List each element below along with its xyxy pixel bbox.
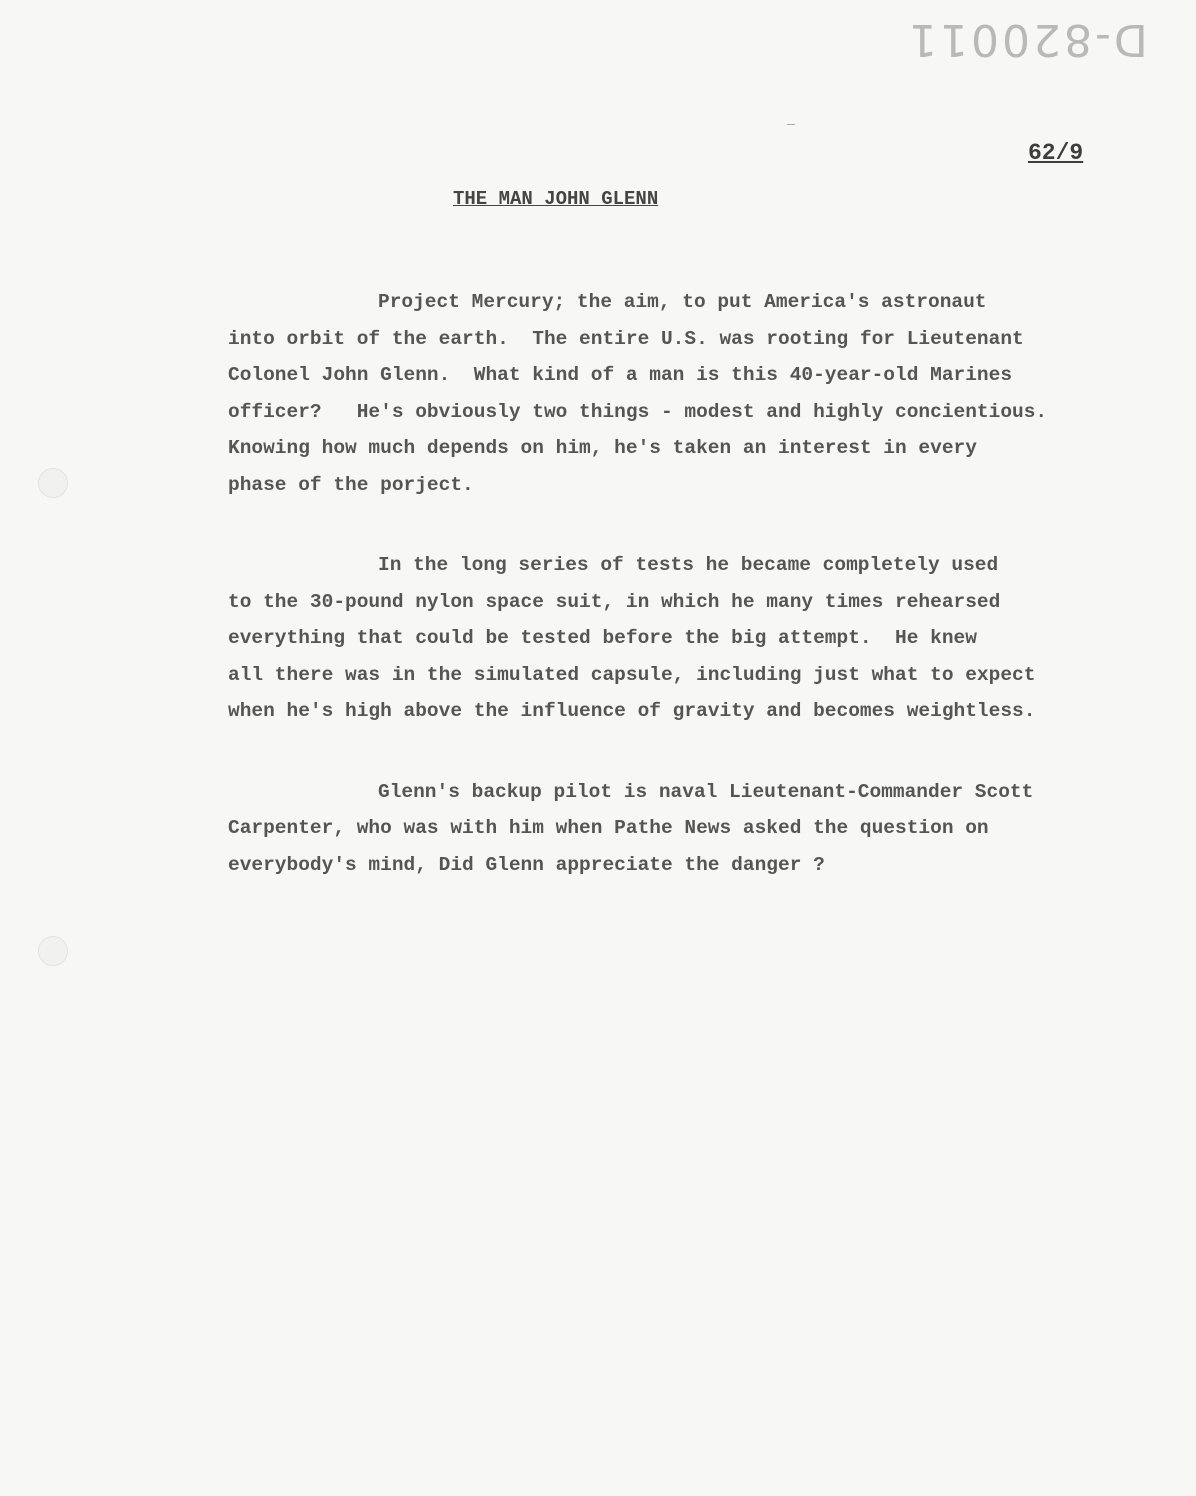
text-line: Project Mercury; the aim, to put America's astronaut bbox=[378, 291, 987, 313]
stray-mark bbox=[787, 124, 795, 125]
text-line: Glenn's backup pilot is naval Lieutenant-Commander Scott bbox=[378, 780, 1034, 803]
document-title: THE MAN JOHN GLENN bbox=[453, 188, 659, 210]
text-line: all there was in the simulated capsule, including just what to expect bbox=[228, 663, 1036, 686]
text-line: Colonel John Glenn. What kind of a man is this 40-year-old Marines bbox=[228, 364, 1013, 386]
text-line: Knowing how much depends on him, he's taken an interest in every bbox=[228, 437, 977, 459]
text-line: into orbit of the earth. The entire U.S. was rooting for Lieutenant bbox=[228, 327, 1024, 350]
text-line: to the 30-pound nylon space suit, in which he many times rehearsed bbox=[228, 590, 1001, 613]
text-line: Carpenter, who was with him when Pathe News asked the question on bbox=[228, 817, 989, 839]
binder-hole bbox=[38, 468, 68, 498]
text-line: In the long series of tests he became completely used bbox=[378, 554, 999, 576]
text-line: everybody's mind, Did Glenn appreciate the danger ? bbox=[228, 853, 825, 876]
binder-hole bbox=[38, 936, 68, 966]
text-line: phase of the porject. bbox=[228, 473, 474, 496]
text-line: officer? He's obviously two things - modest and highly concientious. bbox=[228, 400, 1048, 423]
document-id: D-820011 bbox=[906, 14, 1148, 65]
page-number: 62/9 bbox=[1028, 140, 1084, 166]
paragraph-2 bbox=[228, 547, 1148, 730]
document-body bbox=[228, 284, 1148, 927]
paragraph-1 bbox=[228, 284, 1148, 503]
text-line: when he's high above the influence of gravity and becomes weightless. bbox=[228, 700, 1036, 722]
text-line: everything that could be tested before the big attempt. He knew bbox=[228, 627, 977, 649]
paragraph-3 bbox=[228, 774, 1148, 884]
